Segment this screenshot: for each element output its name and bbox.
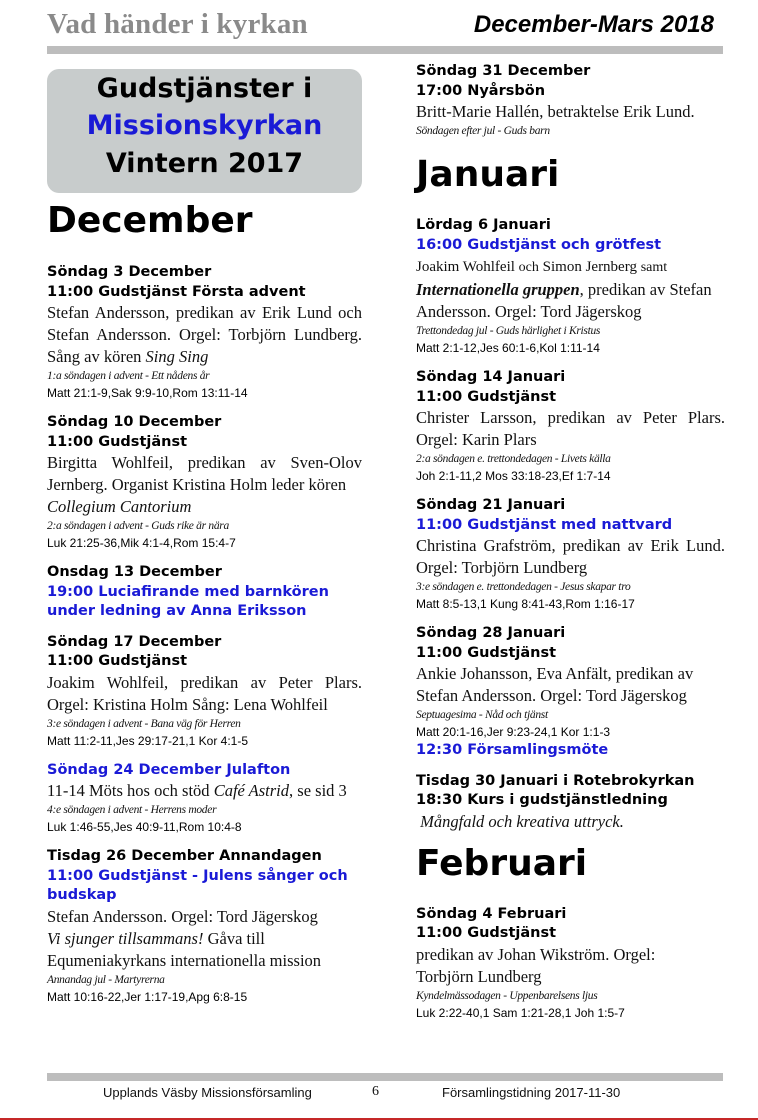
event-feb4 [416, 905, 725, 1022]
month-heading-december: December [47, 200, 253, 241]
event-service: 11:00 Gudstjänst [416, 388, 557, 405]
event-dec24 [47, 761, 362, 837]
event-sunday: 1:a söndagen i advent - Ett nådens år [47, 370, 210, 382]
event-body: Stefan Andersson. Orgel: Tord Jägerskog Vi sjunger tillsammans! Gåva till Equmeniakyrkans internationella mission [47, 906, 322, 970]
month-heading-januari: Januari [416, 154, 560, 195]
event-body: 11-14 Möts hos och stöd Café Astrid, se sid 3 [47, 781, 347, 800]
event-sunday: 3:e söndagen e. trettondedagen - Jesus skapar tro [416, 581, 631, 593]
event-body: Birgitta Wohlfeil, predikan av Sven-Olov Jernberg. Organist Kristina Holm leder kören Collegium Cantorium [47, 453, 362, 516]
event-refs: Matt 2:1-12,Jes 60:1-6,Kol 1:11-14 [416, 341, 600, 355]
event-date: Söndag 14 Januari [416, 369, 566, 385]
event-refs: Matt 21:1-9,Sak 9:9-10,Rom 13:11-14 [47, 386, 248, 400]
title-line-1: Gudstjänster i [96, 73, 313, 104]
event-body: Ankie Johansson, Eva Anfält, predikan av Stefan Andersson. Orgel: Tord Jägerskog [416, 664, 694, 705]
footer-publication: Församlingstidning 2017-11-30 [442, 1085, 621, 1100]
bottom-divider [47, 1073, 723, 1081]
event-jan14 [416, 368, 725, 485]
event-refs: Matt 20:1-16,Jer 9:23-24,1 Kor 1:1-3 [416, 725, 611, 739]
footer-organization: Upplands Väsby Missionsförsamling [103, 1085, 312, 1100]
event-service: 11:00 Gudstjänst [416, 925, 557, 941]
event-body: Mångfald och kreativa uttryck. [416, 811, 624, 831]
event-sunday: Kyndelmässodagen - Uppenbarelsens ljus [416, 989, 598, 1002]
event-jan21 [416, 496, 725, 613]
event-sunday: Septuagesima - Nåd och tjänst [416, 709, 548, 721]
event-sunday: Trettondedag jul - Guds härlighet i Kristus [416, 325, 601, 337]
event-service: 11:00 Gudstjänst [47, 653, 188, 669]
event-sunday: 3:e söndagen i advent - Bana väg för Herren [47, 717, 241, 730]
event-date: Söndag 31 December [416, 63, 591, 79]
event-refs: Luk 21:25-36,Mik 4:1-4,Rom 15:4-7 [47, 536, 236, 550]
event-refs: Luk 2:22-40,1 Sam 1:21-28,1 Joh 1:5-7 [416, 1005, 625, 1020]
event-jan30 [416, 772, 725, 833]
event-dec17 [47, 633, 362, 750]
event-dec13 [47, 563, 362, 622]
event-date: Söndag 10 December [47, 414, 222, 430]
footer-page-number: 6 [372, 1084, 379, 1099]
title-line-2: Missionskyrkan [86, 110, 323, 141]
event-extra: 12:30 Församlingsmöte [416, 742, 609, 758]
event-service: 11:00 Gudstjänst Första advent [47, 283, 306, 300]
event-body: Christina Grafström, predikan av Erik Lund. Orgel: Torbjörn Lundberg [416, 536, 725, 577]
event-service: 18:30 Kurs i gudstjänstledning [416, 792, 668, 808]
event-body: Joakim Wohlfeil och Simon Jernberg samt Internationella gruppen, predikan av Stefan Andersson. Orgel: Tord Jägerskog [416, 259, 712, 321]
event-body: Britt-Marie Hallén, betraktelse Erik Lund. [416, 102, 695, 121]
event-date: Tisdag 30 Januari i Rotebrokyrkan [416, 772, 695, 789]
event-date: Lördag 6 Januari [416, 217, 551, 233]
event-dec26 [47, 847, 362, 1006]
event-body: Stefan Andersson, predikan av Erik Lund och Stefan Andersson. Orgel: Torbjörn Lundberg. Sång av kören Sing Sing [47, 303, 362, 366]
event-jan28 [416, 624, 725, 761]
event-date: Söndag 21 Januari [416, 497, 566, 513]
event-service: 16:00 Gudstjänst och grötfest [416, 236, 662, 253]
event-date: Söndag 4 Februari [416, 905, 567, 922]
event-date: Söndag 28 Januari [416, 625, 566, 641]
event-sunday: 4:e söndagen i advent - Herrens moder [47, 804, 217, 816]
top-divider [47, 46, 723, 54]
event-date: Söndag 17 December [47, 633, 222, 650]
event-sunday: 2:a söndagen e. trettondedagen - Livets källa [416, 453, 611, 465]
newsletter-section-title: Vad händer i kyrkan [47, 8, 308, 40]
event-service: 11:00 Gudstjänst [416, 644, 557, 661]
newsletter-period: December-Mars 2018 [473, 11, 714, 38]
title-box [47, 69, 362, 193]
event-date: Onsdag 13 December [47, 564, 222, 580]
event-body: predikan av Johan Wikström. Orgel: Torbjörn Lundberg [416, 944, 656, 986]
right-column [416, 62, 725, 1033]
event-date: Söndag 24 December Julafton [47, 761, 291, 778]
event-service: 19:00 Luciafirande med barnkören under ledning av Anna Eriksson [47, 583, 329, 619]
event-dec31 [416, 62, 725, 140]
month-heading-februari: Februari [416, 842, 588, 884]
event-refs: Matt 10:16-22,Jer 1:17-19,Apg 6:8-15 [47, 989, 248, 1004]
event-sunday: Söndagen efter jul - Guds barn [416, 125, 550, 137]
event-refs: Joh 2:1-11,2 Mos 33:18-23,Ef 1:7-14 [416, 469, 611, 483]
title-line-3: Vintern 2017 [105, 148, 304, 179]
event-refs: Matt 11:2-11,Jes 29:17-21,1 Kor 4:1-5 [47, 733, 249, 748]
event-body: Christer Larsson, predikan av Peter Plars. Orgel: Karin Plars [416, 408, 725, 449]
event-body: Joakim Wohlfeil, predikan av Peter Plars. Orgel: Kristina Holm Sång: Lena Wohlfeil [47, 672, 362, 714]
event-sunday: Annandag jul - Martyrerna [47, 973, 165, 986]
event-sunday: 2:a söndagen i advent - Guds rike är nära [47, 520, 229, 532]
event-service: 11:00 Gudstjänst - Julens sånger och budskap [47, 867, 348, 903]
left-column [47, 62, 362, 1017]
event-refs: Matt 8:5-13,1 Kung 8:41-43,Rom 1:16-17 [416, 597, 635, 611]
event-dec10 [47, 413, 362, 552]
event-jan6 [416, 216, 725, 357]
event-date: Tisdag 26 December Annandagen [47, 848, 322, 864]
event-service: 17:00 Nyårsbön [416, 82, 546, 99]
event-service: 11:00 Gudstjänst [47, 433, 188, 450]
event-refs: Luk 1:46-55,Jes 40:9-11,Rom 10:4-8 [47, 820, 242, 834]
event-service: 11:00 Gudstjänst med nattvard [416, 516, 673, 533]
event-date: Söndag 3 December [47, 264, 212, 280]
event-dec3 [47, 263, 362, 402]
